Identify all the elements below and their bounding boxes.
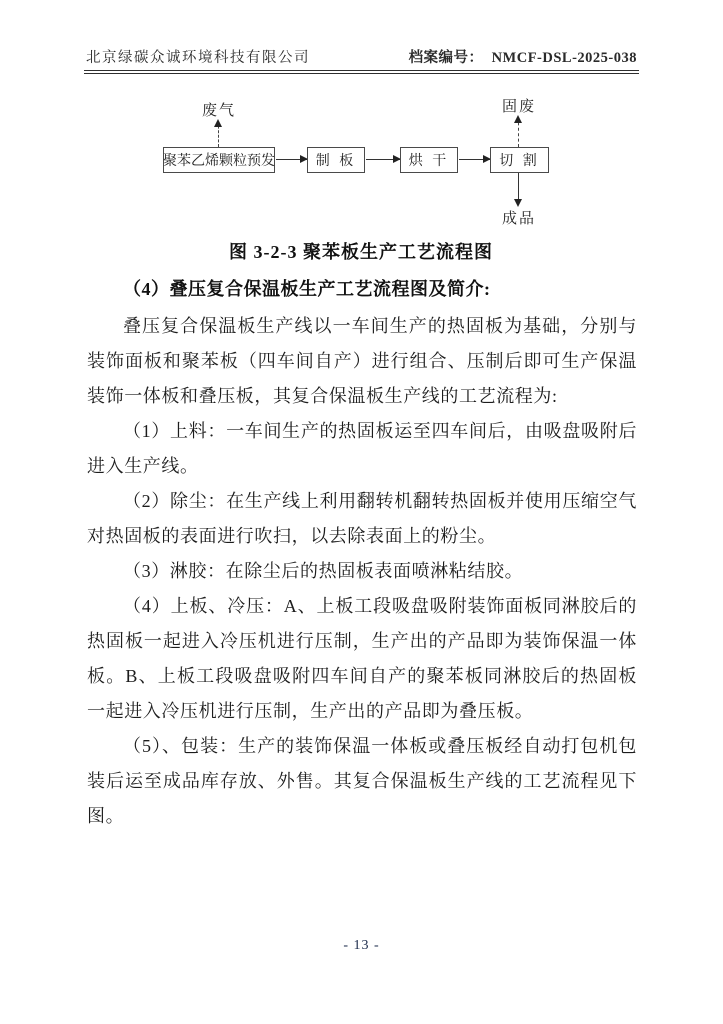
archive-number <box>409 46 637 67</box>
product-label: 成品 <box>501 211 536 227</box>
paragraph-step-2: （2）除尘：在生产线上利用翻转机翻转热固板并使用压缩空气对热固板的表面进行吹扫，以去除表面上的粉尘。 <box>87 491 637 546</box>
paragraph-step-3: （3）淋胶：在除尘后的热固板表面喷淋粘结胶。 <box>123 561 524 581</box>
process-flowchart <box>85 95 637 231</box>
archive-no-value: NMCF-DSL-2025-038 <box>491 50 637 66</box>
page-number: - 13 - <box>343 938 380 953</box>
body-content <box>87 272 637 834</box>
solid-waste-label: 固废 <box>501 99 536 115</box>
figure-caption: 图 3-2-3 聚苯板生产工艺流程图 <box>229 242 493 262</box>
header-double-rule <box>84 70 639 74</box>
paragraph-intro: 叠压复合保温板生产线以一车间生产的热固板为基础，分别与装饰面板和聚苯板（四车间自产）进行组合、压制后即可生产保温装饰一体板和叠压板，其复合保温板生产线的工艺流程为: <box>87 316 637 406</box>
section-heading: （4）叠压复合保温板生产工艺流程图及简介: <box>123 279 491 299</box>
solid-waste-arrow-up-icon <box>518 117 519 147</box>
flow-node-board-making: 制 板 <box>307 147 365 173</box>
flow-arrow-3-icon <box>459 159 490 160</box>
company-name: 北京绿碳众诚环境科技有限公司 <box>86 50 310 66</box>
paragraph-step-1: （1）上料：一车间生产的热固板运至四车间后，由吸盘吸附后进入生产线。 <box>87 421 637 476</box>
waste-gas-label: 废气 <box>201 103 236 119</box>
product-arrow-down-icon <box>518 173 519 205</box>
paragraph-step-5: （5）、包装：生产的装饰保温一体板或叠压板经自动打包机包装后运至成品库存放、外售。其复合保温板生产线的工艺流程见下图。 <box>87 736 637 826</box>
waste-gas-arrow-up-icon <box>218 121 219 147</box>
archive-label: 档案编号： <box>408 50 484 66</box>
flow-node-drying: 烘 干 <box>400 147 458 173</box>
flow-arrow-2-icon <box>366 159 400 160</box>
flow-node-prefoaming: 聚苯乙烯颗粒预发 <box>163 147 275 173</box>
paragraph-step-4: （4）上板、冷压：A、上板工段吸盘吸附装饰面板同淋胶后的热固板一起进入冷压机进行压制，生产出的产品即为装饰保温一体板。B、上板工段吸盘吸附四车间自产的聚苯板同淋胶后的热固板一起进入冷压机进行压制，生产出的产品即为叠压板。 <box>87 596 637 721</box>
page-header <box>86 46 637 67</box>
flow-node-cutting: 切 割 <box>490 147 549 173</box>
flow-arrow-1-icon <box>276 159 307 160</box>
